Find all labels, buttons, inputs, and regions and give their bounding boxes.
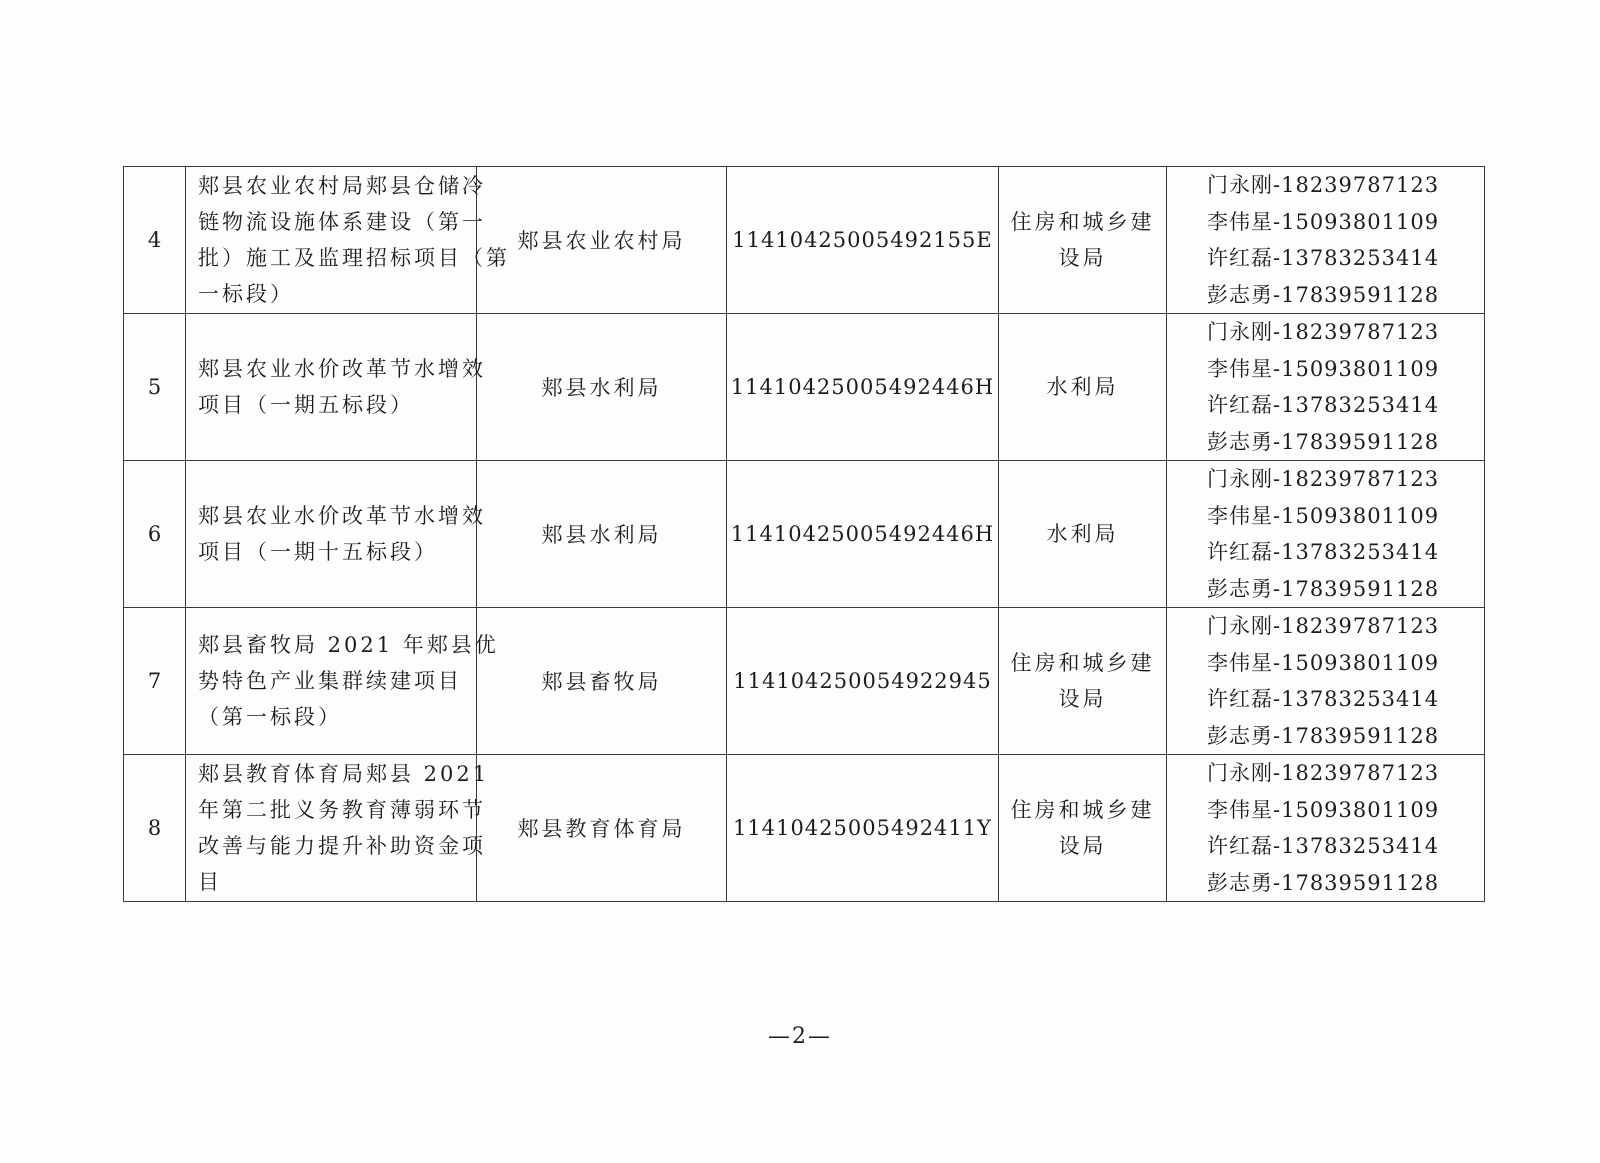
project-name	[186, 755, 490, 902]
project-name-line: 郏县农业农村局郏县仓储冷	[198, 174, 486, 198]
credit-code: 11410425005492446H	[727, 314, 999, 461]
contacts	[1167, 755, 1485, 902]
dept-line: 住房和城乡建	[1010, 798, 1155, 822]
contact-line: 门永刚-18239787123	[1207, 467, 1440, 491]
credit-code: 11410425005492155E	[727, 167, 999, 314]
supervising-dept	[999, 608, 1167, 755]
contact-line: 李伟星-15093801109	[1207, 356, 1440, 381]
contact-line: 门永刚-18239787123	[1207, 173, 1440, 197]
project-name-line: 批）施工及监理招标项目（第	[198, 246, 510, 270]
table-row	[124, 755, 1485, 902]
contact-line: 彭志勇-17839591128	[1207, 282, 1440, 307]
project-table	[123, 166, 1485, 902]
owner-unit: 郏县水利局	[477, 314, 727, 461]
project-name-line: 改善与能力提升补助资金项	[198, 834, 486, 858]
project-name-line: 郏县农业水价改革节水增效	[198, 357, 486, 381]
contact-line: 彭志勇-17839591128	[1207, 723, 1440, 748]
project-name-line: （第一标段）	[198, 705, 342, 729]
project-name-line: 郏县农业水价改革节水增效	[198, 504, 486, 528]
contacts	[1167, 314, 1485, 461]
dept-line: 水利局	[1046, 522, 1119, 546]
dept-line: 设局	[1058, 834, 1107, 858]
project-name	[186, 314, 486, 461]
row-number: 5	[124, 314, 186, 461]
contact-line: 门永刚-18239787123	[1207, 320, 1440, 344]
owner-unit: 郏县教育体育局	[477, 755, 727, 902]
project-name-line: 一标段）	[198, 282, 294, 306]
contact-line: 李伟星-15093801109	[1207, 503, 1440, 528]
project-name-line: 郏县畜牧局 2021 年郏县优	[198, 633, 499, 657]
dept-line: 住房和城乡建	[1010, 210, 1155, 234]
credit-code: 114104250054922945	[727, 608, 999, 755]
project-name-line: 年第二批义务教育薄弱环节	[198, 798, 486, 822]
contacts	[1167, 461, 1485, 608]
contact-line: 许红磊-13783253414	[1207, 393, 1440, 417]
row-number: 4	[124, 167, 186, 314]
page-number: —2—	[768, 1024, 832, 1049]
supervising-dept	[999, 314, 1167, 461]
project-name	[186, 461, 486, 608]
owner-unit: 郏县水利局	[477, 461, 727, 608]
dept-line: 住房和城乡建	[1010, 651, 1155, 675]
project-name-line: 项目（一期十五标段）	[198, 540, 438, 564]
project-name-line: 项目（一期五标段）	[198, 393, 414, 417]
credit-code: 11410425005492411Y	[727, 755, 999, 902]
table-row	[124, 314, 1485, 461]
row-number: 8	[124, 755, 186, 902]
project-name-line: 链物流设施体系建设（第一	[198, 210, 486, 234]
contact-line: 李伟星-15093801109	[1207, 797, 1440, 822]
row-number: 6	[124, 461, 186, 608]
supervising-dept	[999, 167, 1167, 314]
table-row	[124, 608, 1485, 755]
contact-line: 彭志勇-17839591128	[1207, 870, 1440, 895]
owner-unit: 郏县农业农村局	[477, 167, 727, 314]
project-name	[186, 608, 499, 755]
contact-line: 许红磊-13783253414	[1207, 687, 1440, 711]
contact-line: 门永刚-18239787123	[1207, 761, 1440, 785]
project-name-line: 郏县教育体育局郏县 2021	[198, 762, 490, 786]
table-row	[124, 167, 1485, 314]
contact-line: 许红磊-13783253414	[1207, 834, 1440, 858]
dept-line: 设局	[1058, 687, 1107, 711]
row-number: 7	[124, 608, 186, 755]
credit-code: 11410425005492446H	[727, 461, 999, 608]
dept-line: 水利局	[1046, 375, 1119, 399]
contacts	[1167, 608, 1485, 755]
contact-line: 李伟星-15093801109	[1207, 650, 1440, 675]
project-name-line: 势特色产业集群续建项目	[198, 669, 462, 693]
contacts	[1167, 167, 1485, 314]
dept-line: 设局	[1058, 246, 1107, 270]
supervising-dept	[999, 755, 1167, 902]
contact-line: 门永刚-18239787123	[1207, 614, 1440, 638]
contact-line: 李伟星-15093801109	[1207, 209, 1440, 234]
table-row	[124, 461, 1485, 608]
contact-line: 彭志勇-17839591128	[1207, 429, 1440, 454]
contact-line: 许红磊-13783253414	[1207, 540, 1440, 564]
project-name-line: 目	[198, 870, 222, 894]
owner-unit: 郏县畜牧局	[477, 608, 727, 755]
contact-line: 许红磊-13783253414	[1207, 246, 1440, 270]
project-name	[186, 167, 510, 314]
supervising-dept	[999, 461, 1167, 608]
contact-line: 彭志勇-17839591128	[1207, 576, 1440, 601]
